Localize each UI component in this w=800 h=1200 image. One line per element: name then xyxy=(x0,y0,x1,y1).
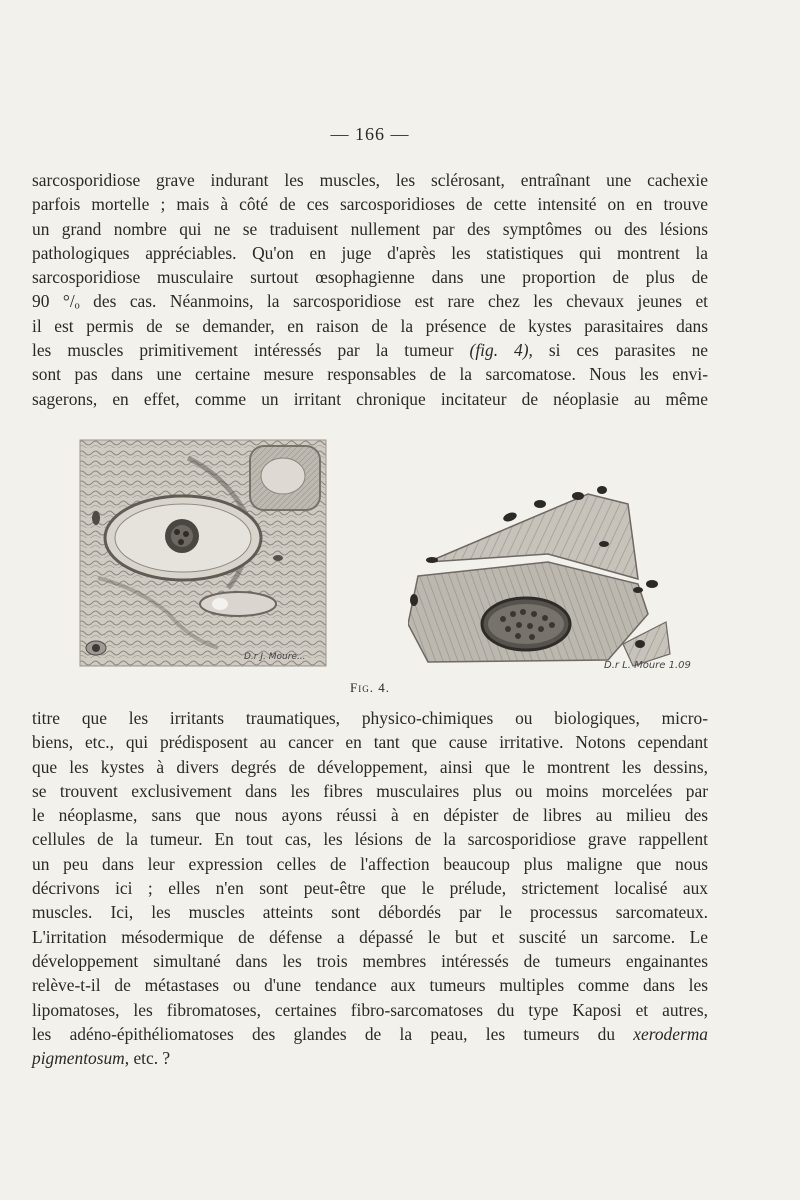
artist-signature-left: D.r J. Moure... xyxy=(244,652,306,662)
text-line: parfois mortelle ; mais à côté de ces sarcosporidioses de cette intensité on en trouve xyxy=(32,194,708,215)
text-segment: , etc. ? xyxy=(124,1048,171,1069)
italic-term: pigmentosum xyxy=(32,1048,125,1069)
text-segment: si ces parasites ne xyxy=(548,340,708,361)
text-line: un grand nombre qui ne se traduisent nullement par des symptômes ou des lésions xyxy=(32,218,708,239)
text-line: relève-t-il de métastases ou d'une tendance aux tumeurs multiples comme dans les xyxy=(32,975,708,996)
paragraph-2 xyxy=(32,706,708,1070)
text-line: sagerons, en effet, comme un irritant chronique incitateur de néoplasie au même xyxy=(32,388,708,409)
text-segment: les muscles primitivement intéressés par la tumeur xyxy=(32,340,454,361)
text-line: sont pas dans une certaine mesure responsables de la sarcomatose. Nous les envi- xyxy=(32,364,708,385)
illustration-muscle-fibers xyxy=(408,484,678,674)
text-line: un peu dans leur expression celles de l'affection beaucoup plus maligne que nous xyxy=(32,853,708,874)
italic-term: xeroderma xyxy=(633,1023,708,1044)
text-line xyxy=(32,1022,708,1046)
figure-caption: Fig. 4. xyxy=(350,680,390,695)
paragraph-1 xyxy=(32,168,708,411)
text-line: biens, etc., qui prédisposent au cancer en tant que cause irritative. Notons cependant xyxy=(32,732,708,753)
text-line: décrivons ici ; elles n'en sont peut-être que le prélude, strictement localisé aux xyxy=(32,878,708,899)
text-line: 90 °/ₒ des cas. Néanmoins, la sarcosporidiose est rare chez les chevaux jeunes et xyxy=(32,291,708,312)
text-line xyxy=(32,338,708,362)
text-line: sarcosporidiose musculaire surtout œsophagienne dans une proportion de plus de xyxy=(32,267,708,288)
text-line: lipomatoses, les fibromatoses, certaines fibro-sarcomatoses du type Kaposi et autres, xyxy=(32,999,708,1020)
text-segment: les adéno-épithéliomatoses des glandes de la peau, les tumeurs du xyxy=(32,1023,616,1044)
text-line xyxy=(32,1046,708,1070)
text-line: il est permis de se demander, en raison de la présence de kystes parasitaires dans xyxy=(32,315,708,336)
text-line: se trouvent exclusivement dans les fibres musculaires plus ou moins morcelées par xyxy=(32,780,708,801)
text-line: développement simultané dans les trois membres intéressés de tumeurs engainantes xyxy=(32,950,708,971)
text-line: le néoplasme, sans que nous ayons réussi à en dépister de libres au milieu des xyxy=(32,805,708,826)
text-line: sarcosporidiose grave indurant les muscles, les sclérosant, entraînant une cachexie xyxy=(32,170,708,190)
text-line: muscles. Ici, les muscles atteints sont débordés par le processus sarcomateux. xyxy=(32,902,708,923)
text-line: titre que les irritants traumatiques, physico-chimiques ou biologiques, micro- xyxy=(32,708,708,728)
artist-signature-right: D.r L. Moure 1.09 xyxy=(604,660,691,671)
figure-4 xyxy=(78,438,698,698)
text-line: cellules de la tumeur. En tout cas, les lésions de la sarcosporidiose grave rappellent xyxy=(32,829,708,850)
text-line: que les kystes à divers degrés de développement, ainsi que le montrent les dessins, xyxy=(32,756,708,777)
text-line: L'irritation mésodermique de défense a dépassé le but et suscité un sarcome. Le xyxy=(32,926,708,947)
illustration-muscle-cross-section xyxy=(78,438,328,668)
text-line: pathologiques appréciables. Qu'on en juge d'après les statistiques qui montrent la xyxy=(32,242,708,263)
figure-reference: (fig. 4), xyxy=(469,340,533,361)
page-number: — 166 — xyxy=(330,124,410,144)
